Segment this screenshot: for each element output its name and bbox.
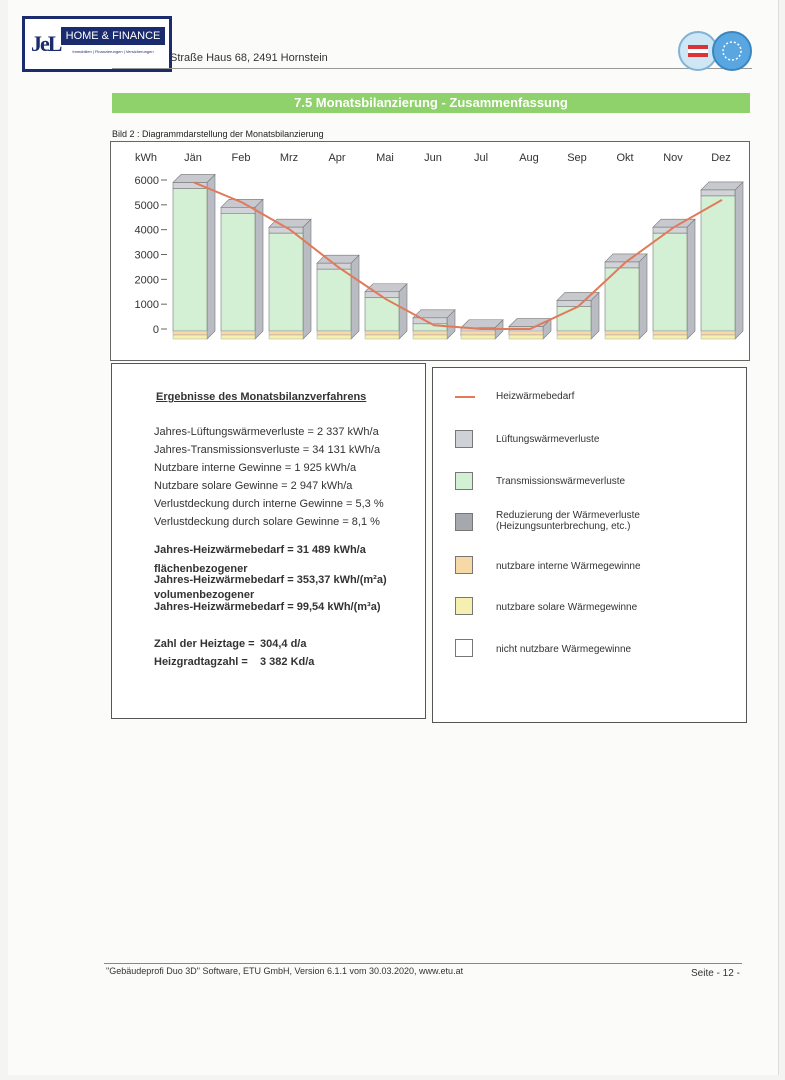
bar-solare-gewinne [269,335,303,339]
y-tick-label: 1000 [134,299,159,312]
bar-side [255,199,263,339]
bar-transmission [221,213,255,331]
bar-interne-gewinne [605,331,639,335]
bar-side [303,219,311,339]
volumen-value: Jahres-Heizwärmebedarf = 99,54 kWh/(m³a) [154,601,381,613]
bar-side [735,182,743,339]
bar-interne-gewinne [461,331,495,335]
bar-solare-gewinne [317,335,351,339]
legend-swatch-icon [455,597,473,615]
bar-side [351,255,359,339]
bar-interne-gewinne [509,331,543,335]
bar-solare-gewinne [605,335,639,339]
legend-label: Transmissionswärmeverluste [496,476,626,487]
x-tick-label: Aug [519,152,539,164]
y-tick-label: 4000 [134,224,159,237]
bar-solare-gewinne [413,335,447,339]
results-title: Ergebnisse des Monatsbilanzverfahrens [156,391,367,403]
bar-interne-gewinne [413,331,447,335]
bar-side [399,284,407,339]
y-tick-label: 6000 [134,175,159,187]
bar-interne-gewinne [365,331,399,335]
x-tick-label: Jun [424,152,442,164]
bar-interne-gewinne [173,331,207,335]
bar-solare-gewinne [221,335,255,339]
x-tick-label: Feb [231,152,251,164]
footer-divider [104,963,742,964]
bar-lueftung [221,207,255,213]
bar-interne-gewinne [701,331,735,335]
bar-interne-gewinne [557,331,591,335]
result-line: Verlustdeckung durch interne Gewinne = 5,3 % [154,498,384,510]
legend-label: (Heizungsunterbrechung, etc.) [496,521,631,532]
bar-interne-gewinne [317,331,351,335]
bar-transmission [701,196,735,331]
logo-name: HOME & FINANCE [61,27,165,45]
x-tick-label: Sep [567,152,587,164]
y-tick-label: 3000 [134,249,159,262]
x-tick-label: Nov [663,152,683,164]
bar-transmission [317,269,351,331]
legend-swatch-icon [455,430,473,448]
legend-swatch-icon [455,513,473,531]
x-tick-label: Dez [711,152,731,164]
legend-swatch-icon [455,639,473,657]
legend-label: Reduzierung der Wärmeverluste [496,510,640,521]
result-line: Verlustdeckung durch solare Gewinne = 8,1 % [154,516,380,528]
result-line: Nutzbare solare Gewinne = 2 947 kWh/a [154,480,353,492]
result-line: Nutzbare interne Gewinne = 1 925 kWh/a [154,462,357,474]
logo-mark: JeL [31,31,61,56]
bar-transmission [173,188,207,331]
header-divider [112,68,752,69]
address: Straße Haus 68, 2491 Hornstein [170,52,328,64]
bar-solare-gewinne [701,335,735,339]
bar-transmission [557,306,591,331]
legend-label: nicht nutzbare Wärmegewinne [496,644,632,655]
y-tick-label: 2000 [134,274,159,287]
heizwaermebedarf-total: Jahres-Heizwärmebedarf = 31 489 kWh/a [154,544,366,556]
x-tick-label: Mai [376,152,394,164]
x-tick-label: Apr [328,152,346,164]
legend-swatch-icon [455,472,473,490]
y-tick-label: 0 [152,324,159,336]
legend-panel [432,367,747,723]
chart-caption: Bild 2 : Diagrammdarstellung der Monatsbilanzierung [112,129,324,139]
bar-solare-gewinne [365,335,399,339]
legend-line-icon [455,396,475,398]
bar-solare-gewinne [557,335,591,339]
results-panel [111,363,426,719]
flaechen-value: Jahres-Heizwärmebedarf = 353,37 kWh/(m²a) [154,574,387,586]
bar-lueftung [701,190,735,196]
chart-svg [111,142,749,360]
legend-label: nutzbare solare Wärmegewinne [496,602,638,613]
quality-seal-icon [676,30,754,72]
result-line: Jahres-Transmissionsverluste = 34 131 kWh/a [154,444,381,456]
bar-side [687,219,695,339]
bar-transmission [653,233,687,331]
legend-label: nutzbare interne Wärmegewinne [496,561,641,572]
heiztage-value: 304,4 d/a [260,638,307,650]
legend-label: Heizwärmebedarf [496,391,575,402]
volumen-label: volumenbezogener [154,589,255,601]
monthly-balance-chart [110,141,750,361]
heiztage-label: Zahl der Heiztage = [154,638,255,650]
heizgradtag-value: 3 382 Kd/a [260,656,315,668]
bar-solare-gewinne [653,335,687,339]
bar-solare-gewinne [509,335,543,339]
bar-lueftung [557,300,591,306]
section-title: 7.5 Monatsbilanzierung - Zusammenfassung [112,93,750,113]
page-number: Seite - 12 - [691,968,740,979]
bar-solare-gewinne [461,335,495,339]
result-line: Jahres-Lüftungswärmeverluste = 2 337 kWh/a [154,426,379,438]
x-tick-label: Jul [473,152,489,164]
y-tick-label: 5000 [134,199,159,212]
legend-label: Lüftungswärmeverluste [496,434,600,445]
company-logo [22,16,172,72]
footer-software: "Gebäudeprofi Duo 3D" Software, ETU GmbH, Version 6.1.1 vom 30.03.2020, www.etu.at [106,966,464,976]
bar-side [639,254,647,339]
heizgradtag-label: Heizgradtagzahl = [154,656,248,668]
x-tick-label: Mrz [279,152,299,164]
document-page [8,0,779,1075]
bar-side [207,174,215,339]
x-tick-label: Okt [616,152,634,164]
bar-interne-gewinne [653,331,687,335]
flaechen-label: flächenbezogener [154,563,248,575]
x-tick-label: Jän [184,152,202,164]
bar-interne-gewinne [221,331,255,335]
legend-swatch-icon [455,556,473,574]
logo-tagline: Immobilien | Finanzierungen | Versicherungen [72,49,154,54]
y-axis-label: kWh [135,152,157,164]
bar-transmission [269,233,303,331]
bar-interne-gewinne [269,331,303,335]
bar-solare-gewinne [173,335,207,339]
